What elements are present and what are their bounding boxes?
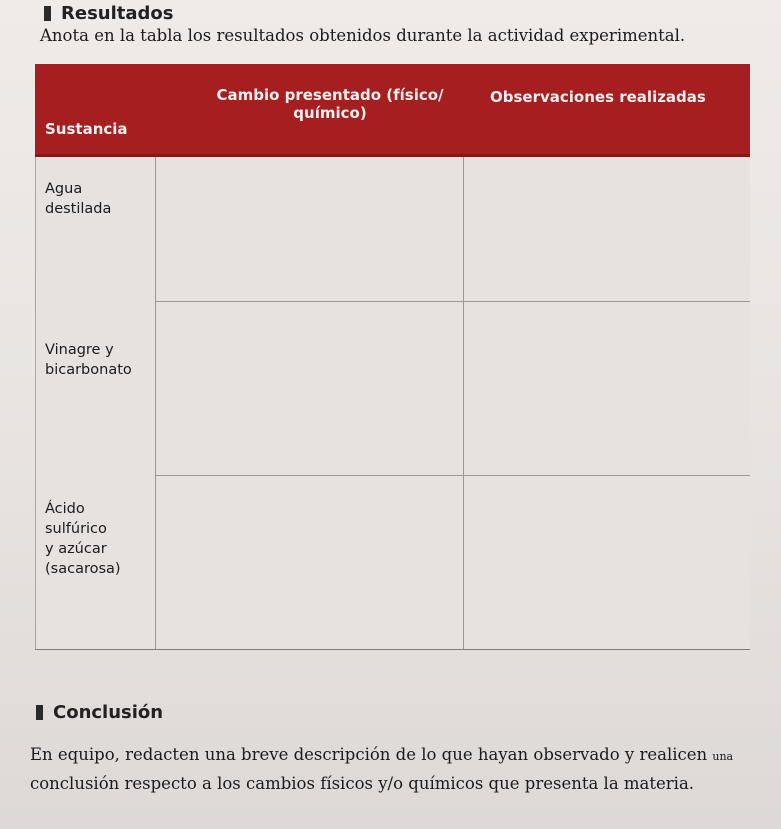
row-substance-water: [45, 179, 165, 219]
conclusion-line1-small: una: [712, 750, 734, 763]
row2-change-cell[interactable]: [156, 302, 463, 475]
row-substance-vinegar: [45, 340, 165, 380]
header-change-line2: químico): [293, 104, 367, 122]
row-substance-acid: [45, 499, 165, 579]
conclusion-line1: [30, 741, 770, 770]
table-border-bottom: [35, 649, 750, 650]
conclusion-line1-text: En equipo, redacten una breve descripción de lo que hayan observado y realicen: [30, 745, 713, 764]
results-table: [35, 64, 750, 650]
results-heading-text: Resultados: [61, 3, 174, 24]
conclusion-text: [30, 741, 770, 797]
heading-marker-icon: [36, 705, 43, 720]
conclusion-heading: [36, 702, 163, 723]
row1-observations-cell[interactable]: [464, 158, 750, 301]
row3-line3: y azúcar: [45, 541, 107, 557]
row3-observations-cell[interactable]: [464, 476, 750, 649]
row3-change-cell[interactable]: [156, 476, 463, 649]
row2-line2: bicarbonato: [45, 362, 132, 378]
table-border-left: [35, 157, 36, 650]
conclusion-line2: conclusión respecto a los cambios físicos y/o químicos que presenta la materia.: [30, 774, 695, 793]
row1-line1: Agua: [45, 181, 83, 197]
header-observations: Observaciones realizadas: [490, 88, 706, 106]
results-instruction: Anota en la tabla los resultados obtenidos durante la actividad experimental.: [40, 26, 686, 45]
heading-marker-icon: [44, 6, 51, 21]
row2-observations-cell[interactable]: [464, 302, 750, 475]
header-change-line1: Cambio presentado (físico/: [216, 86, 444, 104]
row3-line4: (sacarosa): [45, 561, 121, 577]
header-substance: Sustancia: [45, 120, 128, 138]
row3-line1: Ácido: [45, 501, 85, 517]
results-heading: [44, 3, 173, 24]
row1-change-cell[interactable]: [156, 158, 463, 301]
row2-line1: Vinagre y: [45, 342, 114, 358]
table-header: [35, 64, 750, 157]
row3-line2: sulfúrico: [45, 521, 107, 537]
header-change: [185, 86, 475, 122]
conclusion-heading-text: Conclusión: [53, 702, 164, 723]
row1-line2: destilada: [45, 201, 112, 217]
